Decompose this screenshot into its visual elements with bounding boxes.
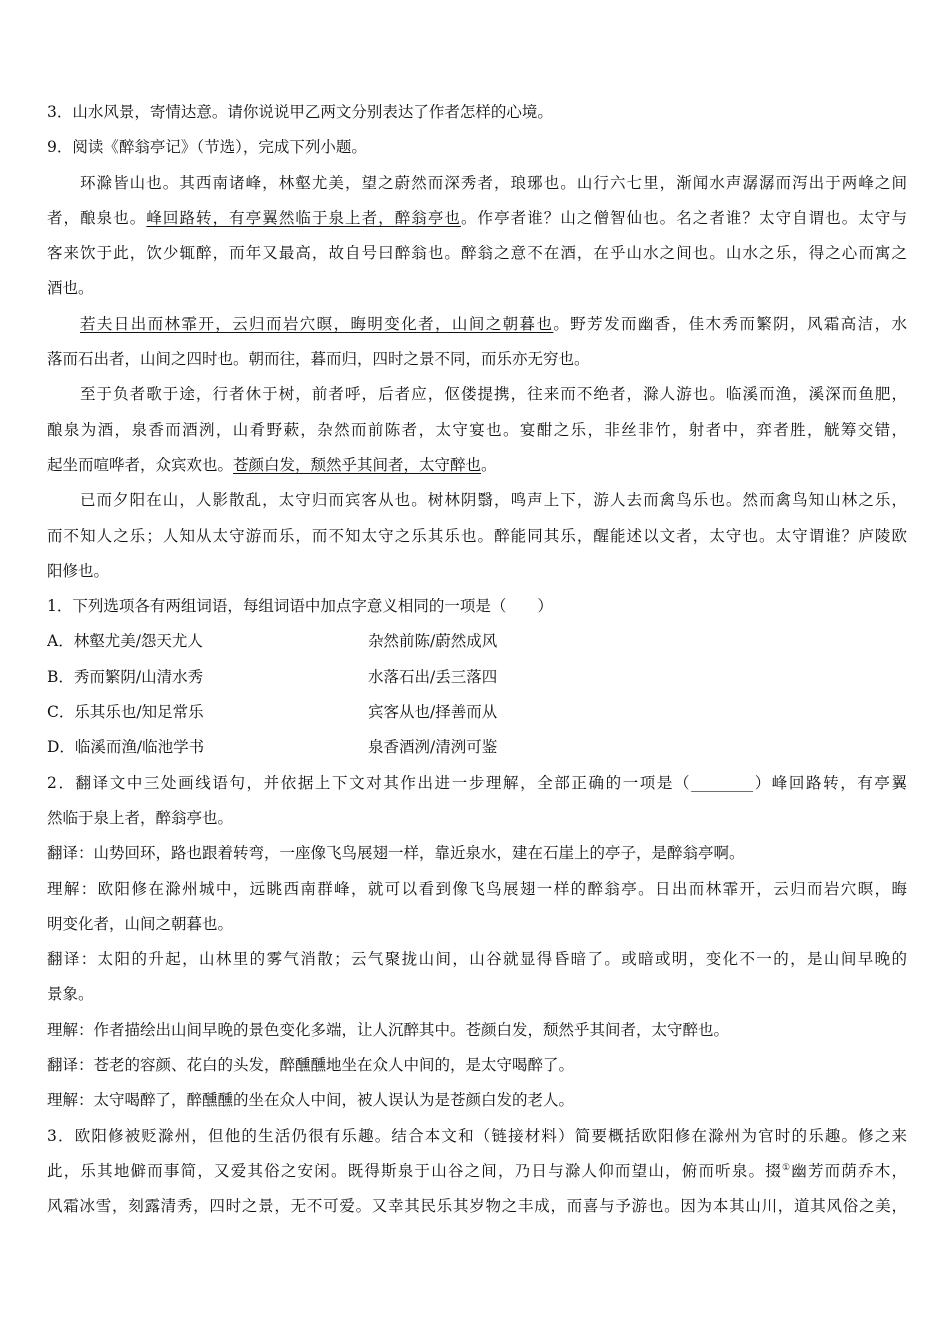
text-line xyxy=(47,307,907,342)
text-segment: 1．下列选项各有两组词语，每组词语中加点字意义相同的一项是（ ） xyxy=(47,597,553,616)
text-line xyxy=(47,342,907,377)
text-segment: 翻译：苍老的容颜、花白的头发，醉醺醺地坐在众人中间的，是太守喝醉了。 xyxy=(47,1056,575,1075)
text-line xyxy=(47,836,907,871)
sub-question-2 xyxy=(47,766,907,837)
question-3-previous xyxy=(47,95,907,130)
text-segment: 翻译：山势回环，路也跟着转弯，一座像飞鸟展翅一样，靠近泉水，建在石崖上的亭子，是醉翁亭啊。 xyxy=(47,844,745,863)
option-right-pair: 泉香酒洌/清洌可鉴 xyxy=(368,738,498,757)
text-line xyxy=(47,589,907,624)
text-segment: 翻译：太阳的升起，山林里的雾气消散；云气聚拢山间，山谷就显得昏暗了。或暗或明，变化不一的，是山间早晚的 xyxy=(47,950,907,969)
option-line xyxy=(47,695,907,730)
text-line xyxy=(47,554,907,589)
text-line xyxy=(47,977,907,1012)
text-segment: 风霜冰雪，刻露清秀，四时之景，无不可爱。又幸其民乐其岁物之丰成，而喜与予游也。因为本其山川，道其风俗之美， xyxy=(47,1197,907,1216)
option-d xyxy=(47,730,907,765)
text-line xyxy=(47,1083,907,1118)
sub-question-3 xyxy=(47,1119,907,1225)
translation-1 xyxy=(47,836,907,871)
text-line xyxy=(47,942,907,977)
text-line xyxy=(47,801,907,836)
text-segment: 者，酿泉也。 xyxy=(47,208,147,227)
option-line xyxy=(47,730,907,765)
text-line xyxy=(47,519,907,554)
understanding-2 xyxy=(47,1013,907,1048)
question-9-heading xyxy=(47,130,907,165)
option-left-pair: B．秀而繁阴/山清水秀 xyxy=(47,667,204,686)
text-segment: 理解：作者描绘出山间早晚的景色变化多端，让人沉醉其中。苍颜白发，颓然乎其间者，太守醉也。 xyxy=(47,1020,730,1039)
text-segment: 。 xyxy=(481,455,497,474)
text-line xyxy=(47,766,907,801)
option-c xyxy=(47,695,907,730)
text-segment: 9．阅读《醉翁亭记》（节选），完成下列小题。 xyxy=(47,138,367,157)
passage-paragraph-1 xyxy=(47,166,907,307)
option-right-pair: 杂然前陈/蔚然成风 xyxy=(368,632,498,651)
footnote-marker: ① xyxy=(781,1162,792,1173)
text-segment: 落而石出者，山间之四时也。朝而往，暮而归，四时之景不同，而乐亦无穷也。 xyxy=(47,350,590,369)
option-line xyxy=(47,624,907,659)
option-left-pair: C．乐其乐也/知足常乐 xyxy=(47,703,204,722)
text-segment: 景象。 xyxy=(47,985,94,1004)
text-segment: 3．山水风景，寄情达意。请你说说甲乙两文分别表达了作者怎样的心境。 xyxy=(47,103,553,121)
text-line xyxy=(47,1189,907,1224)
understanding-3 xyxy=(47,1083,907,1118)
translation-2 xyxy=(47,942,907,1013)
exam-document xyxy=(47,95,907,1225)
text-line xyxy=(47,413,907,448)
text-segment: 客来饮于此，饮少辄醉，而年又最高，故自号曰醉翁也。醉翁之意不在酒，在乎山水之间也。山水之乐，得之心而寓之 xyxy=(47,244,907,263)
text-segment: 然临于泉上者，醉翁亭也。 xyxy=(47,808,234,827)
passage-paragraph-2 xyxy=(47,307,907,378)
underlined-sentence: 若夫日出而林霏开，云归而岩穴暝，晦明变化者，山间之朝暮也 xyxy=(80,314,554,333)
text-line xyxy=(47,1154,907,1189)
text-line xyxy=(47,448,907,483)
text-line xyxy=(47,236,907,271)
underlined-sentence: 苍颜白发，颓然乎其间者，太守醉也 xyxy=(233,455,482,474)
text-segment: 酿泉为酒，泉香而酒洌，山肴野蔌，杂然而前陈者，太守宴也。宴酣之乐，非丝非竹，射者中，弈者胜，觥筹交错， xyxy=(47,420,907,439)
option-a xyxy=(47,624,907,659)
text-line xyxy=(47,166,907,201)
text-line xyxy=(47,483,907,518)
text-segment: 2．翻译文中三处画线语句，并依据上下文对其作出进一步理解，全部正确的一项是（________）峰回路转，有亭翼 xyxy=(47,773,907,792)
text-segment: 起坐而喧哗者，众宾欢也。 xyxy=(47,455,234,474)
option-right-pair: 水落石出/丢三落四 xyxy=(368,667,498,686)
text-segment: 至于负者歌于途，行者休于树，前者呼，后者应，伛偻提携，往来而不绝者，滁人游也。临溪而渔，溪深而鱼肥， xyxy=(80,385,907,404)
text-segment: 已而夕阳在山，人影散乱，太守归而宾客从也。树林阴翳，鸣声上下，游人去而禽鸟乐也。然而禽鸟知山林之乐， xyxy=(80,491,907,510)
text-line xyxy=(47,907,907,942)
text-segment: 理解：太守喝醉了，醉醺醺的坐在众人中间，被人误认为是苍颜白发的老人。 xyxy=(47,1091,575,1110)
sub-question-1 xyxy=(47,589,907,624)
option-left-pair: D．临溪而渔/临池学书 xyxy=(47,738,205,757)
option-line xyxy=(47,660,907,695)
text-line xyxy=(47,201,907,236)
translation-3 xyxy=(47,1048,907,1083)
passage-paragraph-3 xyxy=(47,377,907,483)
text-segment: 环滁皆山也。其西南诸峰，林壑尤美，望之蔚然而深秀者，琅琊也。山行六七里，渐闻水声潺潺而泻出于两峰之间 xyxy=(80,173,907,192)
text-segment: 幽芳而荫乔木， xyxy=(791,1161,907,1180)
passage-paragraph-4 xyxy=(47,483,907,589)
text-line xyxy=(47,1013,907,1048)
text-segment: 。作亭者谁？山之僧智仙也。名之者谁？太守自谓也。太守与 xyxy=(460,208,907,227)
option-right-pair: 宾客从也/择善而从 xyxy=(368,703,498,722)
text-line xyxy=(47,130,907,165)
underlined-sentence: 峰回路转，有亭翼然临于泉上者，醉翁亭也 xyxy=(146,208,461,227)
text-line xyxy=(47,1048,907,1083)
option-b xyxy=(47,660,907,695)
text-segment: 明变化者，山间之朝暮也。 xyxy=(47,914,234,933)
text-segment: 酒也。 xyxy=(47,279,94,298)
text-line xyxy=(47,95,907,130)
text-segment: 。野芳发而幽香，佳木秀而繁阴，风霜高洁，水 xyxy=(553,314,907,333)
understanding-1 xyxy=(47,872,907,943)
text-line xyxy=(47,377,907,412)
text-segment: 而不知人之乐；人知从太守游而乐，而不知太守之乐其乐也。醉能同其乐，醒能述以文者，太守也。太守谓谁？庐陵欧 xyxy=(47,526,907,545)
text-line xyxy=(47,271,907,306)
text-line xyxy=(47,1119,907,1154)
option-left-pair: A．林壑尤美/怨天尤人 xyxy=(47,632,203,651)
text-segment: 此，乐其地僻而事简，又爱其俗之安闲。既得斯泉于山谷之间，乃日与滁人仰而望山，俯而听泉。掇 xyxy=(47,1161,782,1180)
text-segment: 3．欧阳修被贬滁州，但他的生活仍很有乐趣。结合本文和（链接材料）简要概括欧阳修在滁州为官时的乐趣。修之来 xyxy=(47,1126,907,1145)
text-line xyxy=(47,872,907,907)
text-segment: 理解：欧阳修在滁州城中，远眺西南群峰，就可以看到像飞鸟展翅一样的醉翁亭。日出而林霏开，云归而岩穴暝，晦 xyxy=(47,879,907,898)
text-segment: 阳修也。 xyxy=(47,561,110,580)
